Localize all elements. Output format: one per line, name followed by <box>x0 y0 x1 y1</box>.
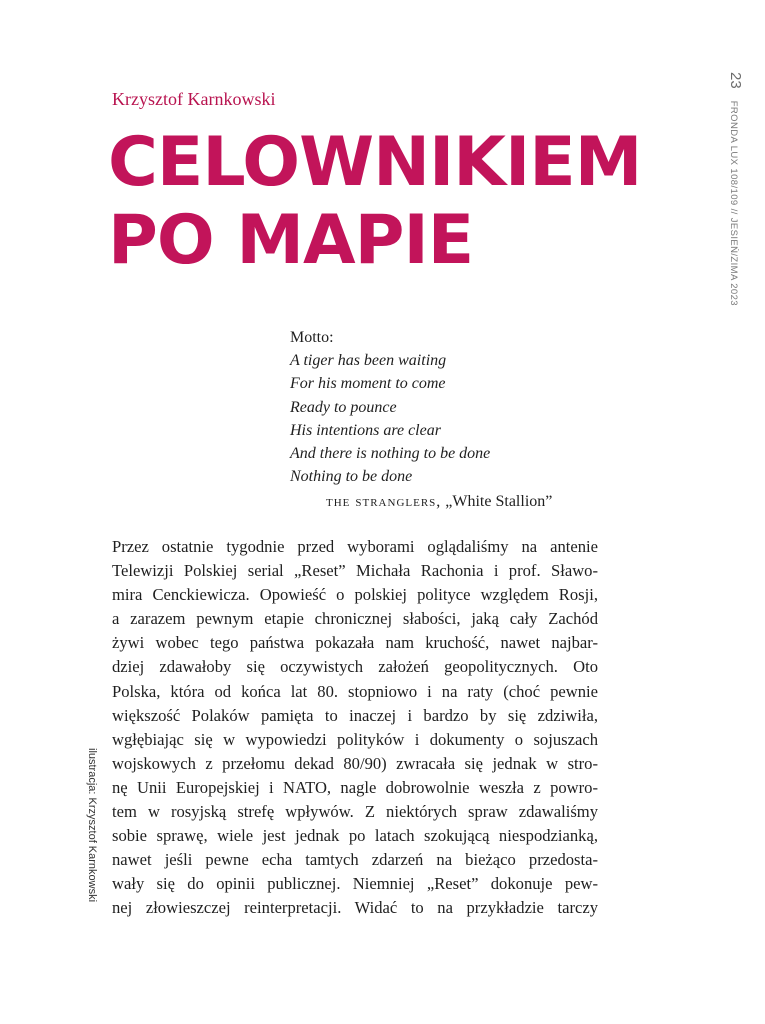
journal-issue: FRONDA LUX 108/109 // JESIEŃ/ZIMA 2023 <box>728 100 739 306</box>
body-line: sobie sprawę, wiele jest jednak po latach szokującą niespodzianką, <box>112 826 598 846</box>
body-line: mira Cenckiewicza. Opowieść o polskiej polityce względem Rosji, <box>112 585 598 605</box>
author-name: Krzysztof Karnkowski <box>112 89 276 109</box>
motto-line: A tiger has been waiting <box>290 352 447 370</box>
body-line: Polska, która od końca lat 80. stopniowo i na raty (choć pewnie <box>112 681 598 701</box>
motto-label: Motto: <box>290 329 334 346</box>
motto <box>290 326 552 514</box>
illustration-credit-text: ilustracja: Krzysztof Karnkowski <box>86 748 98 903</box>
illustration-credit <box>82 748 98 918</box>
body-line: Telewizji Polskiej serial „Reset” Michała Rachonia i prof. Sławo- <box>112 561 598 581</box>
article-body <box>112 535 598 921</box>
motto-line: Nothing to be done <box>290 468 413 486</box>
article-title <box>108 124 641 280</box>
body-line: nę Unii Europejskiej i NATO, nagle dobrowolnie weszła z powro- <box>112 777 598 797</box>
body-line: wały się do opinii publicznej. Niemniej „Reset” dokonuje pew- <box>112 874 598 894</box>
running-header <box>700 72 744 372</box>
title-line-1: CELOWNIKIEM <box>108 123 642 202</box>
page-number: 23 <box>727 72 744 89</box>
motto-line: His intentions are clear <box>290 421 441 439</box>
body-line: dziej zdawałoby się oczywistych założeń geopolitycznych. Oto <box>112 657 598 677</box>
motto-band: the stranglers, <box>326 493 442 511</box>
body-line: nawet jeśli pewne echa tamtych zdarzeń na bieżąco przedosta- <box>112 850 598 870</box>
motto-line: And there is nothing to be done <box>290 445 491 463</box>
title-line-2: PO MAPIE <box>108 201 474 280</box>
body-line: a zarazem pewnym etapie chronicznej słabości, jaką cały Zachód <box>112 609 598 629</box>
motto-line: For his moment to come <box>290 375 446 393</box>
motto-line: Ready to pounce <box>290 398 397 416</box>
body-line: większość Polaków pamięta to inaczej i bardzo by się zdziwiła, <box>112 705 598 725</box>
body-line: wgłębiając się w wypowiedzi polityków i dokumenty o sojuszach <box>112 729 598 749</box>
body-line: Przez ostatnie tygodnie przed wyborami oglądaliśmy na antenie <box>112 537 598 556</box>
motto-song: „White Stallion” <box>445 493 553 511</box>
motto-attribution <box>326 490 552 513</box>
body-line: tem w rosyjską strefę wpływów. Z niektórych spraw zdawaliśmy <box>112 802 598 822</box>
body-line: nej złowieszczej reinterpretacji. Widać to na przykładzie tarczy <box>112 898 598 918</box>
body-line: wojskowych z przełomu dekad 80/90) zwracała się jednak w stro- <box>112 753 598 773</box>
body-line: żywi wobec tego państwa pokazała nam kruchość, nawet najbar- <box>112 633 598 653</box>
